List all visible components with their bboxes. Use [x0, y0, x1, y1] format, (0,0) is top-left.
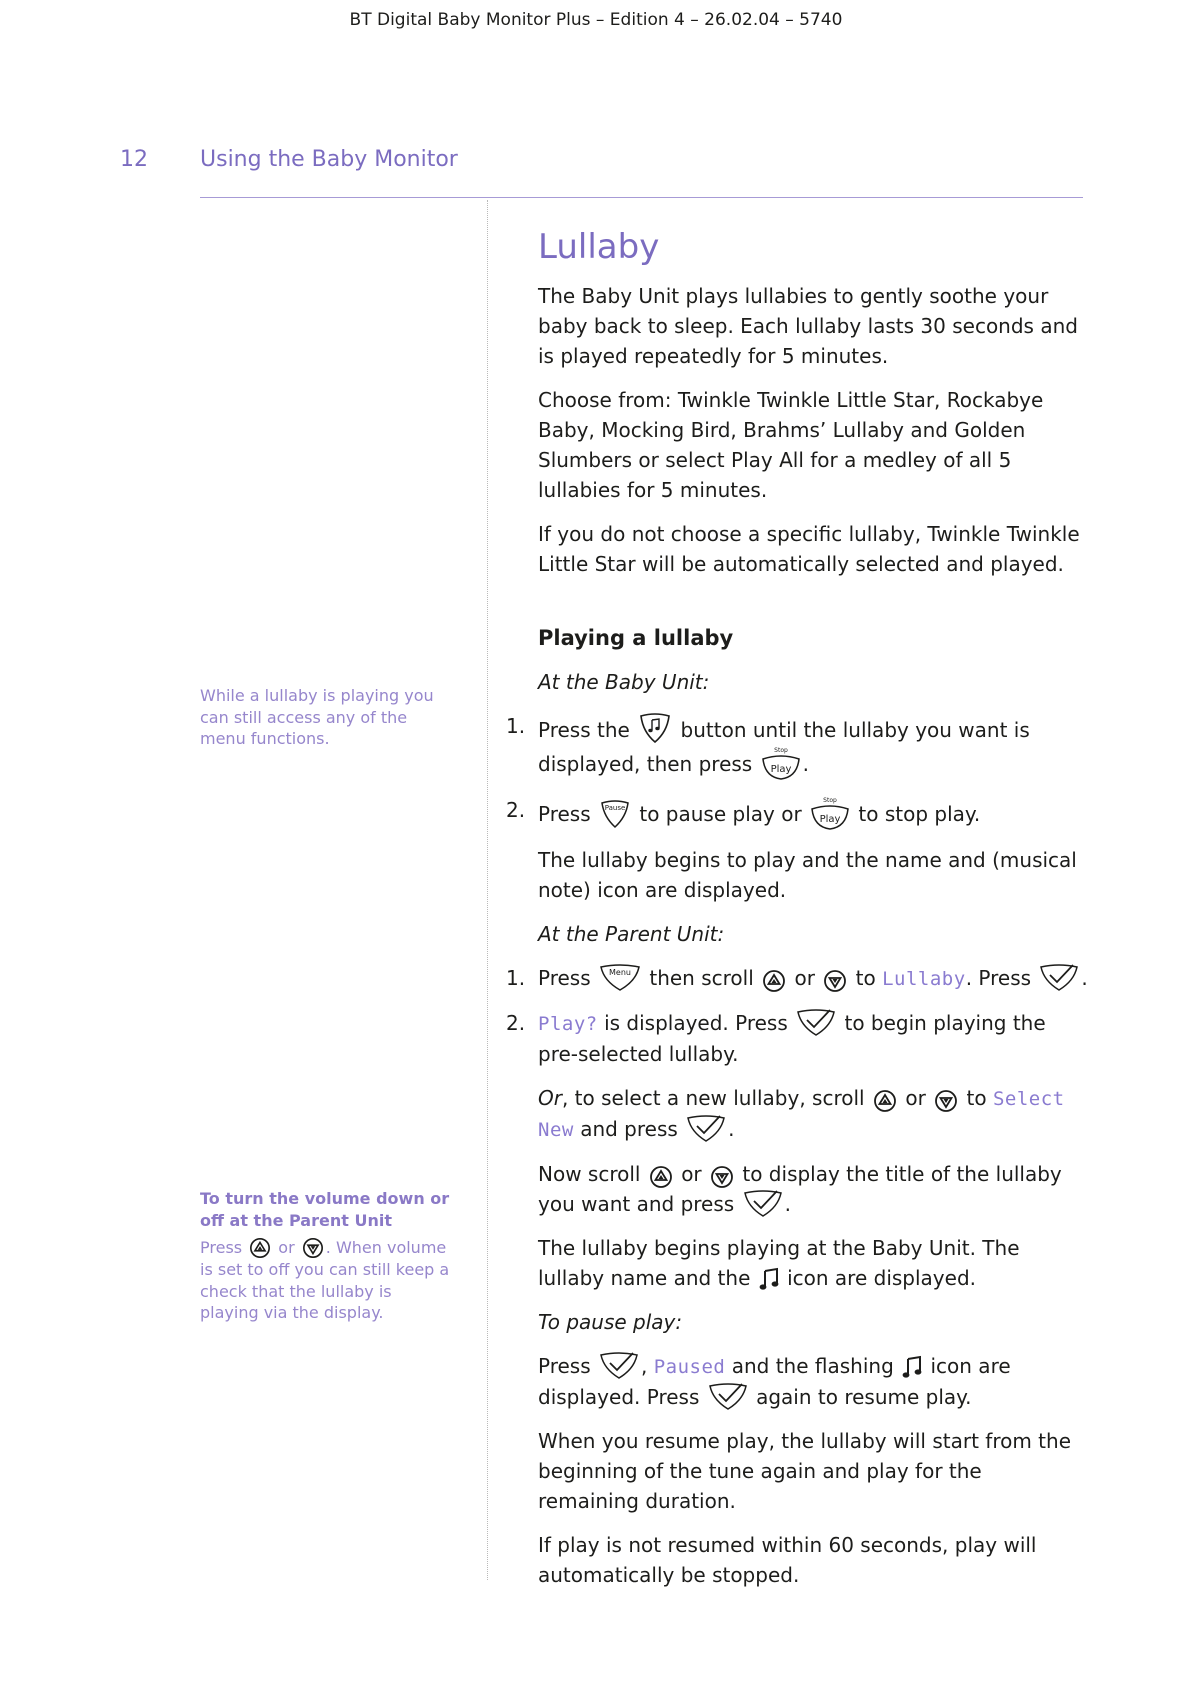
- intro-paragraph-3: If you do not choose a specific lullaby, Twinkle Twinkle Little Star will be automatically selected and played.: [538, 522, 1080, 576]
- ok-check-icon: [686, 1114, 726, 1144]
- subheading-playing: Playing a lullaby: [538, 626, 734, 650]
- baby-result-paragraph: The lullaby begins to play and the name and (musical note) icon are displayed.: [538, 848, 1077, 902]
- scroll-down-icon: [823, 969, 847, 993]
- lcd-text-select-new: Select New: [538, 1088, 1065, 1141]
- ok-check-icon: [1039, 963, 1079, 993]
- list-item: 1. Press Menu then scroll or to Lullaby. Press .: [538, 963, 1088, 994]
- scroll-up-icon: [649, 1165, 673, 1189]
- lcd-text-lullaby: Lullaby: [882, 968, 966, 990]
- scroll-up-icon: [249, 1237, 271, 1259]
- baby-unit-label: At the Baby Unit:: [538, 670, 710, 694]
- intro-paragraph-1: The Baby Unit plays lullabies to gently soothe your baby back to sleep. Each lullaby lasts 30 seconds and is played repeatedly for 5 minutes.: [538, 284, 1078, 368]
- scroll-down-icon: [710, 1165, 734, 1189]
- header-rule: [200, 197, 1083, 198]
- play-stop-button-icon: [761, 745, 801, 781]
- pause-label: To pause play:: [538, 1310, 683, 1334]
- begins-playing-paragraph: The lullaby begins playing at the Baby Unit. The lullaby name and the icon are displayed.: [538, 1236, 1020, 1290]
- section-title: Using the Baby Monitor: [200, 147, 458, 172]
- ok-check-icon: [708, 1382, 748, 1412]
- pause-paragraph: Press , Paused and the flashing icon are displayed. Press again to resume play.: [538, 1351, 1088, 1412]
- scroll-up-icon: [873, 1089, 897, 1113]
- select-new-paragraph: Or, to select a new lullaby, scroll or to Select New and press .: [538, 1083, 1088, 1145]
- lcd-text-play: Play?: [538, 1013, 598, 1035]
- svg-text:Play: Play: [819, 814, 841, 825]
- page-heading: Lullaby: [538, 227, 660, 267]
- list-item: 2. Press Pause to pause play or Stop Play to stop play.: [538, 795, 1088, 831]
- auto-stop-paragraph: If play is not resumed within 60 seconds, play will automatically be stopped.: [538, 1533, 1037, 1587]
- menu-button-icon: [599, 963, 641, 993]
- scroll-up-icon: [762, 969, 786, 993]
- svg-text:Menu: Menu: [609, 968, 631, 977]
- play-stop-button-icon: [810, 795, 850, 831]
- parent-unit-label: At the Parent Unit:: [538, 922, 725, 946]
- music-note-icon: [902, 1355, 922, 1379]
- resume-paragraph: When you resume play, the lullaby will start from the beginning of the tune again and play for the remaining duration.: [538, 1429, 1071, 1513]
- page-number: 12: [120, 147, 148, 172]
- svg-text:Stop: Stop: [773, 747, 788, 754]
- scroll-down-icon: [302, 1237, 324, 1259]
- parent-unit-steps: [506, 963, 1088, 1069]
- sidebar-volume-heading: To turn the volume down or off at the Parent Unit: [200, 1189, 450, 1230]
- pause-button-icon: [599, 797, 631, 829]
- list-item: 1. Press the button until the lullaby you want is displayed, then press Stop Play .: [538, 711, 1088, 781]
- ok-check-icon: [796, 1008, 836, 1038]
- main-content: [506, 225, 1088, 1604]
- running-header: BT Digital Baby Monitor Plus – Edition 4 – 26.02.04 – 5740: [349, 10, 843, 30]
- sidebar-volume-body: Press or . When volume is set to off you can still keep a check that the lullaby is playing via the display.: [200, 1238, 450, 1322]
- music-note-icon: [759, 1267, 779, 1291]
- scroll-down-icon: [934, 1089, 958, 1113]
- svg-text:Play: Play: [770, 764, 792, 775]
- sidebar-note-menu: While a lullaby is playing you can still access any of the menu functions.: [200, 686, 434, 748]
- scroll-title-paragraph: Now scroll or to display the title of the lullaby you want and press .: [538, 1159, 1088, 1219]
- intro-paragraph-2: Choose from: Twinkle Twinkle Little Star, Rockabye Baby, Mocking Bird, Brahms’ Lullaby and Golden Slumbers or select Play All for a medley of all 5 lullabies for 5 minutes.: [538, 388, 1044, 502]
- ok-check-icon: [743, 1189, 783, 1219]
- lullaby-button-icon: [638, 711, 672, 745]
- column-divider: [487, 200, 488, 1580]
- svg-text:Pause: Pause: [604, 804, 626, 812]
- svg-text:Stop: Stop: [823, 797, 837, 804]
- baby-unit-steps: [506, 711, 1088, 831]
- sidebar-note-volume: [200, 1188, 450, 1324]
- list-item: 2. Play? is displayed. Press to begin playing the pre-selected lullaby.: [538, 1008, 1088, 1069]
- ok-check-icon: [599, 1351, 639, 1381]
- lcd-text-paused: Paused: [653, 1356, 726, 1378]
